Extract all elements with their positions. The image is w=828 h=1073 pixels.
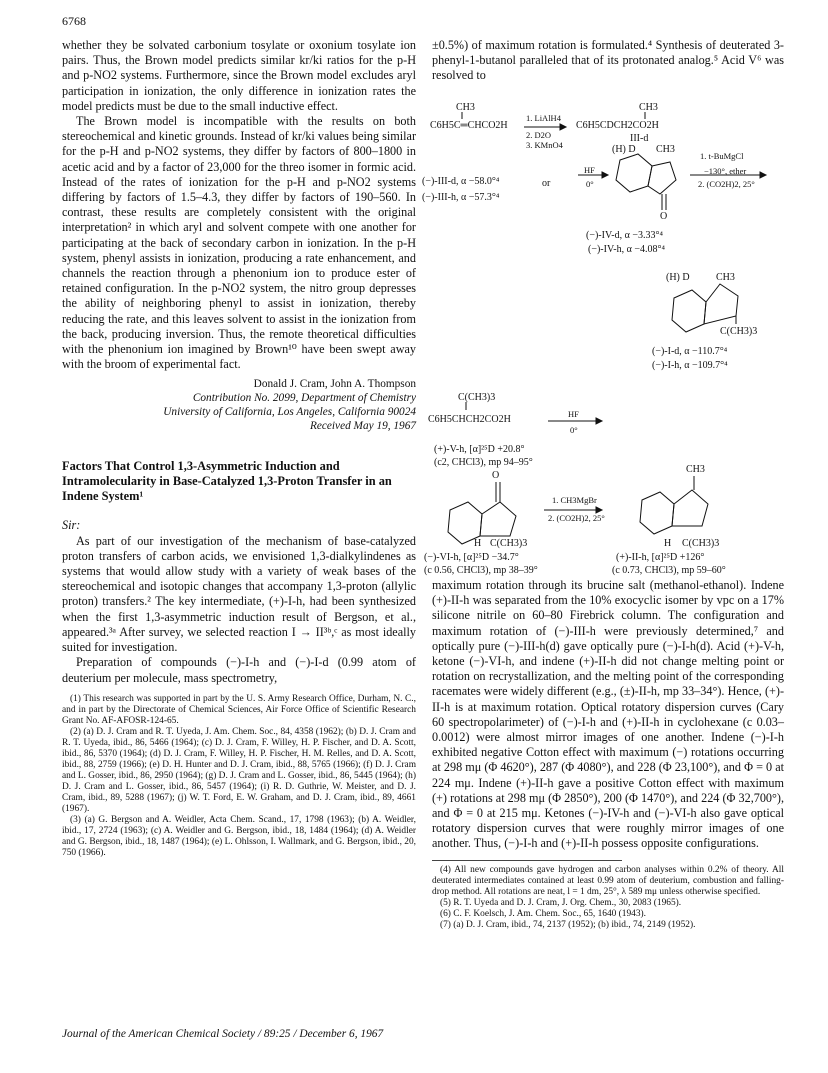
received-date: Received May 19, 1967 xyxy=(309,420,416,433)
paragraph: whether they be solvated carbonium tosylate or oxonium tosylate ion pairs. Thus, the Brown model predicts similar kr/ki ratios for the p-H and p-NO2 systems. Furthermore, since the Brown model excludes aryl participation in ionization, the only difference in ionization rates the model predicts must be due to the small inductive effect. xyxy=(62,38,416,113)
compound-label: (−)-IV-h, α −4.08°⁴ xyxy=(588,244,665,255)
contribution-line: Contribution No. 2099, Department of Chemistry xyxy=(192,392,416,405)
paragraph: Preparation of compounds (−)-I-h and (−)-I-d (0.99 atom of deuterium per molecule, mass spectrometry, xyxy=(62,655,416,685)
ch3-label: CH3 xyxy=(656,144,675,155)
reagent: 2. D2O xyxy=(526,130,552,140)
footnote: (1) This research was supported in part by the U. S. Army Research Office, Durham, N. C., and in part by the Directorate of Chemical Sciences, Air Force Office of Scientific Research Grant No. AF-AFOSR-124-65. xyxy=(62,693,416,726)
compound-label: (−)-I-h, α −109.7°⁴ xyxy=(652,360,728,371)
footnote: (5) R. T. Uyeda and D. J. Cram, J. Org. Chem., 30, 2083 (1965). xyxy=(440,897,682,908)
page-number: 6768 xyxy=(62,14,86,28)
reagent: 2. (CO2H)2, 25° xyxy=(698,179,755,189)
hd-label: (H) D xyxy=(666,272,690,283)
reagent: HF xyxy=(568,409,579,419)
oxygen-label: O xyxy=(492,470,500,481)
ch3-label: CH3 xyxy=(456,102,475,113)
affiliation: University of California, Los Angeles, California 90024 xyxy=(163,406,416,419)
footnotes-right xyxy=(432,865,784,931)
ch3-label: CH3 xyxy=(686,464,705,475)
condition: 0° xyxy=(586,179,594,189)
or-label: or xyxy=(542,178,551,189)
right-column-bottom xyxy=(432,578,784,931)
journal-footer: Journal of the American Chemical Society / 89:25 / December 6, 1967 xyxy=(62,1028,384,1040)
footnote: (2) (a) D. J. Cram and R. T. Uyeda, J. Am. Chem. Soc., 84, 4358 (1962); (b) D. J. Cram and R. T. Uyeda, ibid., 86, 5466 (1964); (c) D. J. Cram, F. Willey, H. P. Fischer, and D. A. Scott, ibid., 86, 5370 (1964); (d) D. J. Cram, F. Willey, H. P. Fischer, H. M. Relles, and D. A. Scott, ibid., 88, 2759 (1966); (e) D. H. Hunter and D. J. Cram, ibid., 88, 5765 (1966); (f) D. J. Cram and L. Gosser, ibid., 86, 2950 (1964); (g) D. J. Cram and L. Gosser, ibid., 86, 5445 (1964); (h) D. J. Cram and L. Gosser, ibid., 86, 5457 (1964); (i) R. D. Guthrie, W. Meister, and D. J. Cram, ibid., 89, 5288 (1967); (j) W. T. Ford, E. W. Graham, and D. J. Cram, ibid., 89, 4661 (1967). xyxy=(62,726,416,814)
h-label: H xyxy=(474,538,482,549)
reagent: 1. t-BuMgCl xyxy=(700,151,744,161)
footnotes-left xyxy=(62,694,416,859)
compound-label: (−)-I-d, α −110.7°⁴ xyxy=(652,346,728,357)
condition: 0° xyxy=(570,425,578,435)
signature-block xyxy=(62,377,416,433)
footnote: (4) All new compounds gave hydrogen and carbon analyses within 0.2% of theory. All deuterated intermediates contained at least 0.99 atom of deuterium, combustion and falling-drop method. All rotations are neat, l = 1 dm, 25°, λ 589 mμ unless otherwise specified. xyxy=(432,864,784,897)
footnote: (6) C. F. Koelsch, J. Am. Chem. Soc., 65, 1640 (1943). xyxy=(440,908,647,919)
paragraph: maximum rotation through its brucine salt (methanol-ethanol). Indene (+)-II-h was separated from the 10% exocyclic isomer by vpc on a 17% silicone nitrile on 60–80 Firebrick column. The configuration and maximum rotation of (−)-III-h were previously determined,⁷ and optically pure (−)-III-h(d) gave optically pure (−)-I-h(d). Acid (+)-V-h, ketone (−)-VI-h, and indene (+)-II-h did not change melting point or rotation on recrystallization, and the melting point of the corresponding racemates were widely different (e.g., (±)-II-h, mp 33–34°). Hence, (+)-II-h is at maximum rotation. Optical rotatory dispersion curves (Cary 60 spectropolarimeter) of (−)-I-h and (+)-II-h in cyclohexane (c 0.03–0.0012) were almost mirror images of one another. Indene (−)-I-h exhibited negative Cotton effect with maximum (−) rotations occurring at 298 mμ (Φ 4620°), 287 (Φ 4080°), and 228 (Φ 23,100°), and Φ = 0 at 224 mμ. Indene (+)-II-h gave a positive Cotton effect with maximum (+) rotations at 298 mμ (Φ 2850°), 200 (Φ 1470°), and 224 (Φ 32,700°), and Φ = 0 at 215 mμ. Ketones (−)-IV-h and (−)-VI-h also gave optical rotatory dispersion curves that were roughly mirror images of one another. Thus, (−)-I-h and (+)-II-h possess opposite configurations. xyxy=(432,578,784,851)
ch3-label: CH3 xyxy=(716,272,735,283)
reactant-acid: C6H5C═CHCO2H xyxy=(430,120,508,131)
footnote: (3) (a) G. Bergson and A. Weidler, Acta Chem. Scand., 17, 1798 (1963); (b) A. Weidler, ibid., 17, 2724 (1963); (c) A. Weidler and G. Bergson, ibid., 18, 1484 (1964); (d) A. Weidler and G. Bergson, ibid., 18, 1487 (1964); (e) L. Ohlsson, I. Wallmark, and G. Bergson, ibid., 20, 750 (1966). xyxy=(62,814,416,858)
footnote-rule xyxy=(432,860,622,861)
tbu-label: C(CH3)3 xyxy=(682,538,720,549)
tbu-label: C(CH3)3 xyxy=(720,326,758,337)
oxygen-label: O xyxy=(660,211,668,222)
tbu-label: C(CH3)3 xyxy=(458,392,496,403)
compound-label: (+)-II-h, [α]²⁵D +126° xyxy=(616,552,705,563)
reagent: 1. LiAlH4 xyxy=(526,113,561,123)
right-column-top xyxy=(432,38,784,84)
compound-label: (−)-III-d, α −58.0°⁴ xyxy=(422,176,500,187)
paragraph: The Brown model is incompatible with the results on both stereochemical and kinetic grounds. Instead of kr/ki values being similar for the p-H and p-NO2 systems, they differ by factors of 800–1800 in acetic acid and by a factor of 23,000 for the threo isomer in formic acid. Instead of the rates of ionization for the p-H and p-NO2 systems differing by factors of 1.5–4.3, they differ by factors of 190–560. In contrast, these results are completely consistent with the original interpretation² in which aryl and solvent compete with one another for participating at the back of secondary carbon in ionization. In the p-H system, phenyl assists in ionization, producing a rate enhancement, and channels the reaction through a phenonium ion to produce ester of retained configuration. In the p-NO2 system, the nitro group depresses the ability of neighboring phenyl to assist in ionization, thereby reducing the rate, and this leaves solvent to assist in the ionization from the back, producing inversion. Thus, the remote theoretical difficulties with the phenonium ion imagined by Brown¹⁰ have been swept away with the broom of experimental fact. xyxy=(62,114,417,372)
article-title: Factors That Control 1,3-Asymmetric Induction and Intramolecularity in Base-Catalyzed 1,3-Proton Transfer in an Indene System¹ xyxy=(62,459,392,504)
reagent: HF xyxy=(584,165,595,175)
reagent: −130°, ether xyxy=(704,166,747,176)
left-column xyxy=(62,38,416,859)
compound-condition: (c2, CHCl3), mp 94–95° xyxy=(434,457,533,468)
acid-v: C6H5CHCH2CO2H xyxy=(428,414,511,425)
reaction-scheme xyxy=(420,90,800,580)
hd-label: (H) D xyxy=(612,144,636,155)
compound-condition: (c 0.73, CHCl3), mp 59–60° xyxy=(612,565,726,576)
authors: Donald J. Cram, John A. Thompson xyxy=(253,378,416,391)
compound-label: (−)-IV-d, α −3.33°⁴ xyxy=(586,230,663,241)
compound-label: (+)-V-h, [α]²⁵D +20.8° xyxy=(434,444,525,455)
paragraph: As part of our investigation of the mechanism of base-catalyzed proton transfers of carbon acids, we envisioned 1,3-dialkylindenes as systems that would allow study with a variety of weak bases of the stereochemical and isotopic changes that accompany 1,3-proton (allylic proton) transfers.² The key intermediate, (+)-I-h, had been synthesized when the first 1,3-asymmetric induction result of Bergson, et al., appeared.³ᵃ After survey, we selected reaction I → II³ᵇ,ᶜ as most ideally suited for investigation. xyxy=(62,533,416,655)
product-acid: C6H5CDCH2CO2H xyxy=(576,120,659,131)
reagent: 1. CH3MgBr xyxy=(552,495,597,505)
ch3-label: CH3 xyxy=(639,102,658,113)
compound-condition: (c 0.56, CHCl3), mp 38–39° xyxy=(424,565,538,576)
compound-label: (−)-VI-h, [α]²⁵D −34.7° xyxy=(424,552,519,563)
h-label: H xyxy=(664,538,672,549)
paragraph: ±0.5%) of maximum rotation is formulated.⁴ Synthesis of deuterated 3-phenyl-1-butanol paralleled that of its protonated analog.⁵ Acid V⁶ was resolved to xyxy=(432,38,784,83)
compound-label: III-d xyxy=(630,133,649,144)
tbu-label: C(CH3)3 xyxy=(490,538,528,549)
salutation: Sir: xyxy=(62,518,81,533)
compound-label: (−)-III-h, α −57.3°⁴ xyxy=(422,192,500,203)
footnote: (7) (a) D. J. Cram, ibid., 74, 2137 (1952); (b) ibid., 74, 2149 (1952). xyxy=(440,919,696,930)
reagent: 3. KMnO4 xyxy=(526,140,563,150)
reagent: 2. (CO2H)2, 25° xyxy=(548,513,605,523)
